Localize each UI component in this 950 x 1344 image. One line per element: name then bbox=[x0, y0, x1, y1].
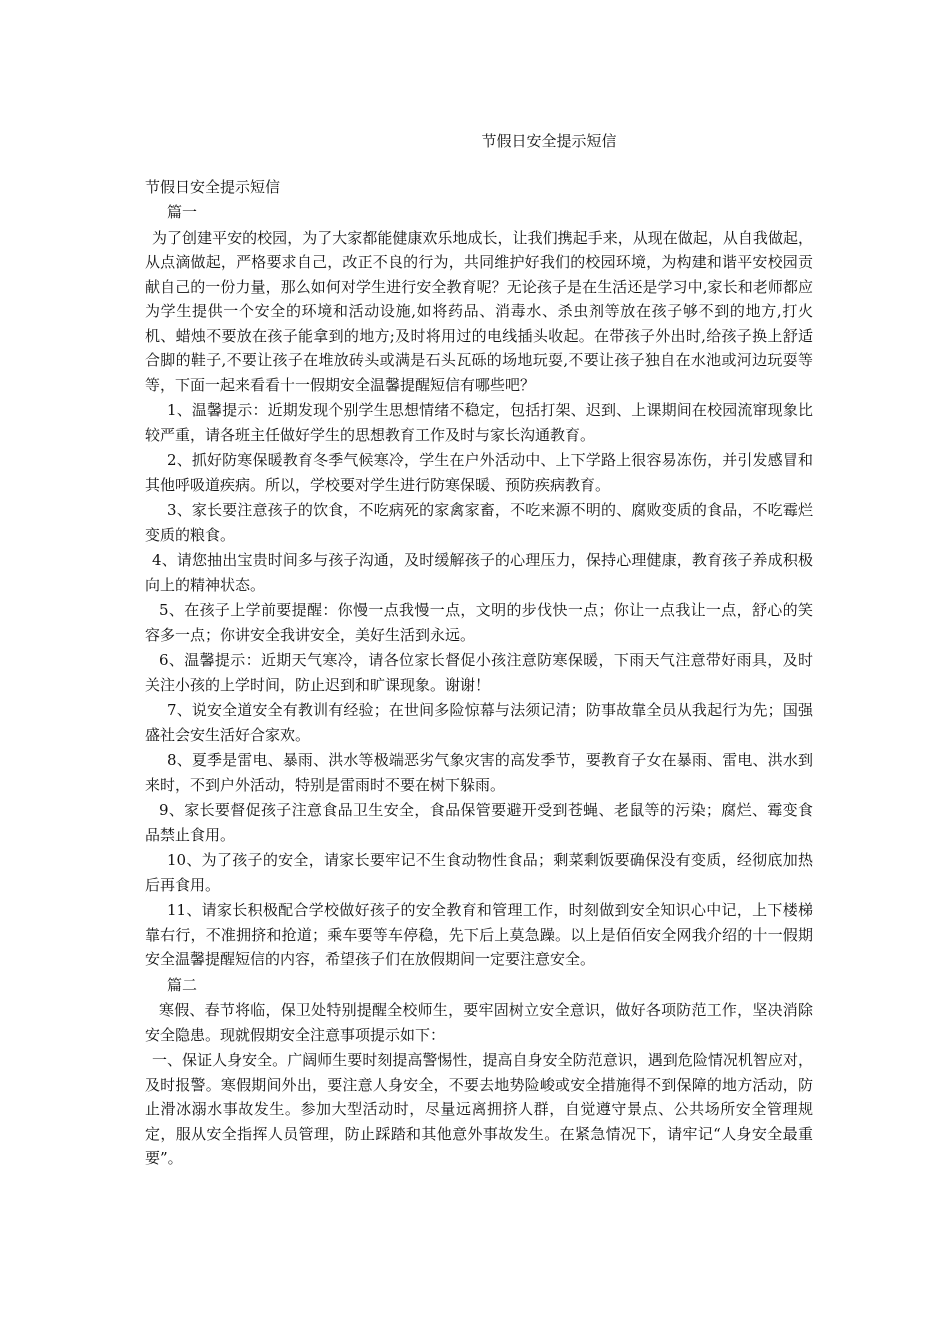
list-item: 5、在孩子上学前要提醒：你慢一点我慢一点，文明的步伐快一点；你让一点我让一点，舒心的笑容多一点；你讲安全我讲安全，美好生活到永远。 bbox=[145, 601, 813, 644]
list-item: 1、温馨提示：近期发现个别学生思想情绪不稳定，包括打架、迟到、上课期间在校园流窜现象比较严重，请各班主任做好学生的思想教育工作及时与家长沟通教育。 bbox=[145, 401, 813, 444]
list-item: 6、温馨提示：近期天气寒冷，请各位家长督促小孩注意防寒保暖，下雨天气注意带好雨具，及时关注小孩的上学时间，防止迟到和旷课现象。谢谢！ bbox=[145, 651, 813, 694]
section2-intro: 寒假、春节将临，保卫处特别提醒全校师生，要牢固树立安全意识，做好各项防范工作，坚决消除安全隐患。现就假期安全注意事项提示如下： bbox=[145, 1001, 813, 1044]
list-item: 2、抓好防寒保暖教育冬季气候寒冷，学生在户外活动中、上下学路上很容易冻伤，并引发感冒和其他呼吸道疾病。所以，学校要对学生进行防寒保暖、预防疾病教育。 bbox=[145, 451, 813, 494]
list-item: 7、说安全道安全有教训有经验；在世间多险惊幕与法须记清；防事故靠全员从我起行为先；国强盛社会安生活好合家欢。 bbox=[145, 701, 813, 744]
list-item: 10、为了孩子的安全，请家长要牢记不生食动物性食品；剩菜剩饭要确保没有变质，经彻底加热后再食用。 bbox=[145, 851, 813, 894]
intro-paragraph: 为了创建平安的校园，为了大家都能健康欢乐地成长，让我们携起手来，从现在做起，从自我做起，从点滴做起，严格要求自己，改正不良的行为，共同维护好我们的校园环境，为构建和谐平安校园贡献自己的一份力量，那么如何对学生进行安全教育呢？无论孩子是在生活还是学习中,家长和老师都应为学生提供一个安全的环境和活动设施,如将药品、消毒水、杀虫剂等放在孩子够不到的地方,打火机、蜡烛不要放在孩子能拿到的地方;及时将用过的电线插头收起。在带孩子外出时,给孩子换上舒适合脚的鞋子,不要让孩子在堆放砖头或满是石头瓦砾的场地玩耍,不要让孩子独自在水池或河边玩耍等等，下面一起来看看十一假期安全温馨提醒短信有哪些吧？ bbox=[145, 228, 813, 394]
section-label-1: 篇一 bbox=[167, 203, 198, 221]
list-item: 9、家长要督促孩子注意食品卫生安全，食品保管要避开受到苍蝇、老鼠等的污染；腐烂、霉变食品禁止食用。 bbox=[145, 801, 813, 844]
section-label-2: 篇二 bbox=[167, 975, 198, 994]
list-item: 3、家长要注意孩子的饮食，不吃病死的家禽家畜，不吃来源不明的、腐败变质的食品，不吃霉烂变质的粮食。 bbox=[145, 501, 813, 544]
list-item: 8、夏季是雷电、暴雨、洪水等极端恶劣气象灾害的高发季节，要教育子女在暴雨、雷电、洪水到来时，不到户外活动，特别是雷雨时不要在树下躲雨。 bbox=[145, 751, 813, 794]
document-body bbox=[145, 200, 813, 1172]
list-item: 11、请家长积极配合学校做好孩子的安全教育和管理工作，时刻做到安全知识心中记，上下楼梯靠右行，不准拥挤和抢道；乘车要等车停稳，先下后上莫急躁。以上是佰佰安全网我介绍的十一假期安全温馨提醒短信的内容，希望孩子们在放假期间一定要注意安全。 bbox=[145, 901, 813, 968]
document-title: 节假日安全提示短信 bbox=[481, 132, 617, 150]
document-subtitle: 节假日安全提示短信 bbox=[145, 178, 281, 196]
section2-item: 一、保证人身安全。广阔师生要时刻提高警惕性，提高自身安全防范意识，遇到危险情况机智应对，及时报警。寒假期间外出，要注意人身安全，不要去地势险峻或安全措施得不到保障的地方活动，防止滑冰溺水事故发生。参加大型活动时，尽量远离拥挤人群，自觉遵守景点、公共场所安全管理规定，服从安全指挥人员管理，防止踩踏和其他意外事故发生。在紧急情况下，请牢记“人身安全最重要”。 bbox=[145, 1051, 813, 1167]
list-item: 4、请您抽出宝贵时间多与孩子沟通，及时缓解孩子的心理压力，保持心理健康，教育孩子养成积极向上的精神状态。 bbox=[145, 551, 813, 594]
